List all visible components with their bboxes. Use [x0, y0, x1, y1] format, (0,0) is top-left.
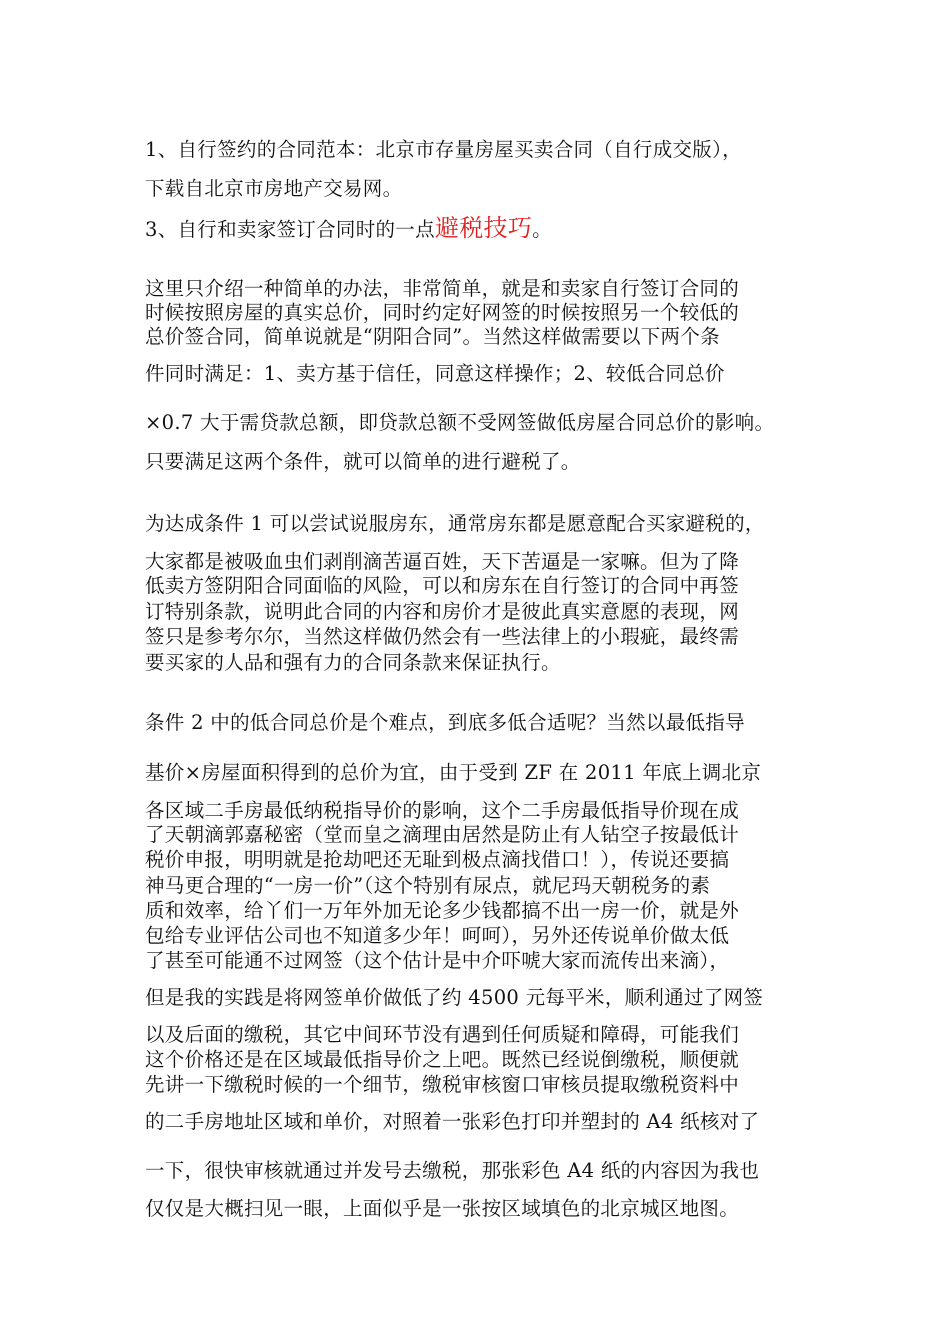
paragraph-2-line-3: 低卖方签阴阳合同面临的风险，可以和房东在自行签订的合同中再签	[145, 574, 740, 597]
paragraph-2-line-2: 大家都是被吸血虫们剥削滴苦逼百姓，天下苦逼是一家嘛。但为了降	[145, 550, 740, 573]
paragraph-3-line-6: 神马更合理的“一房一价”（这个特别有尿点，就尼玛天朝税务的素	[145, 874, 711, 897]
paragraph-3-line-10: 但是我的实践是将网签单价做低了约 4500 元每平米，顺利通过了网签	[145, 986, 764, 1009]
paragraph-3-line-16: 仅仅是大概扫见一眼，上面似乎是一张按区域填色的北京城区地图。	[145, 1197, 740, 1220]
paragraph-3-line-1: 条件 2 中的低合同总价是个难点，到底多低合适呢？当然以最低指导	[145, 711, 745, 734]
header-line-3-suffix: 。	[532, 218, 552, 241]
paragraph-3-line-12: 这个价格还是在区域最低指导价之上吧。既然已经说倒缴税，顺便就	[145, 1048, 740, 1071]
header-line-3	[145, 216, 552, 242]
paragraph-2-line-1: 为达成条件 1 可以尝试说服房东，通常房东都是愿意配合买家避税的，	[145, 512, 765, 535]
paragraph-3-line-15: 一下，很快审核就通过并发号去缴税，那张彩色 A4 纸的内容因为我也	[145, 1159, 760, 1182]
header-line-2: 下载自北京市房地产交易网。	[145, 177, 403, 200]
paragraph-1-line-6: 只要满足这两个条件，就可以简单的进行避税了。	[145, 450, 581, 473]
paragraph-1-line-4: 件同时满足：1、卖方基于信任，同意这样操作；2、较低合同总价	[145, 362, 725, 385]
paragraph-2-line-5: 签只是参考尔尔，当然这样做仍然会有一些法律上的小瑕疵，最终需	[145, 625, 740, 648]
paragraph-3-line-8: 包给专业评估公司也不知道多少年！呵呵），另外还传说单价做太低	[145, 924, 730, 947]
paragraph-2-line-4: 订特别条款，说明此合同的内容和房价才是彼此真实意愿的表现，网	[145, 600, 740, 623]
paragraph-2-line-6: 要买家的人品和强有力的合同条款来保证执行。	[145, 651, 561, 674]
paragraph-1-line-2: 时候按照房屋的真实总价，同时约定好网签的时候按照另一个较低的	[145, 301, 740, 324]
header-line-3-prefix: 3、自行和卖家签订合同时的一点	[145, 218, 435, 241]
paragraph-3-line-5: 税价申报，明明就是抢劫吧还无耻到极点滴找借口！），传说还要搞	[145, 848, 730, 871]
header-line-1: 1、自行签约的合同范本：北京市存量房屋买卖合同（自行成交版），	[145, 138, 742, 161]
paragraph-3-line-3: 各区域二手房最低纳税指导价的影响，这个二手房最低指导价现在成	[145, 799, 740, 822]
paragraph-3-line-7: 质和效率，给丫们一万年外加无论多少钱都搞不出一房一价，就是外	[145, 899, 740, 922]
paragraph-1-line-3: 总价签合同，简单说就是“阴阳合同”。当然这样做需要以下两个条	[145, 325, 720, 348]
paragraph-3-line-4: 了天朝滴郭嘉秘密（堂而皇之滴理由居然是防止有人钻空子按最低计	[145, 823, 740, 846]
paragraph-3-line-14: 的二手房地址区域和单价，对照着一张彩色打印并塑封的 A4 纸核对了	[145, 1110, 760, 1133]
paragraph-1-line-1: 这里只介绍一种简单的办法，非常简单，就是和卖家自行签订合同的	[145, 277, 740, 300]
paragraph-3-line-13: 先讲一下缴税时候的一个细节，缴税审核窗口审核员提取缴税资料中	[145, 1073, 740, 1096]
paragraph-3-line-9: 了甚至可能通不过网签（这个估计是中介吓唬大家而流传出来滴），	[145, 949, 730, 972]
paragraph-3-line-11: 以及后面的缴税，其它中间环节没有遇到任何质疑和障碍，可能我们	[145, 1023, 740, 1046]
paragraph-1-line-5: ×0.7 大于需贷款总额，即贷款总额不受网签做低房屋合同总价的影响。	[145, 411, 775, 434]
paragraph-3-line-2: 基价×房屋面积得到的总价为宜，由于受到 ZF 在 2011 年底上调北京	[145, 761, 762, 784]
highlight-text: 避税技巧	[434, 214, 533, 242]
